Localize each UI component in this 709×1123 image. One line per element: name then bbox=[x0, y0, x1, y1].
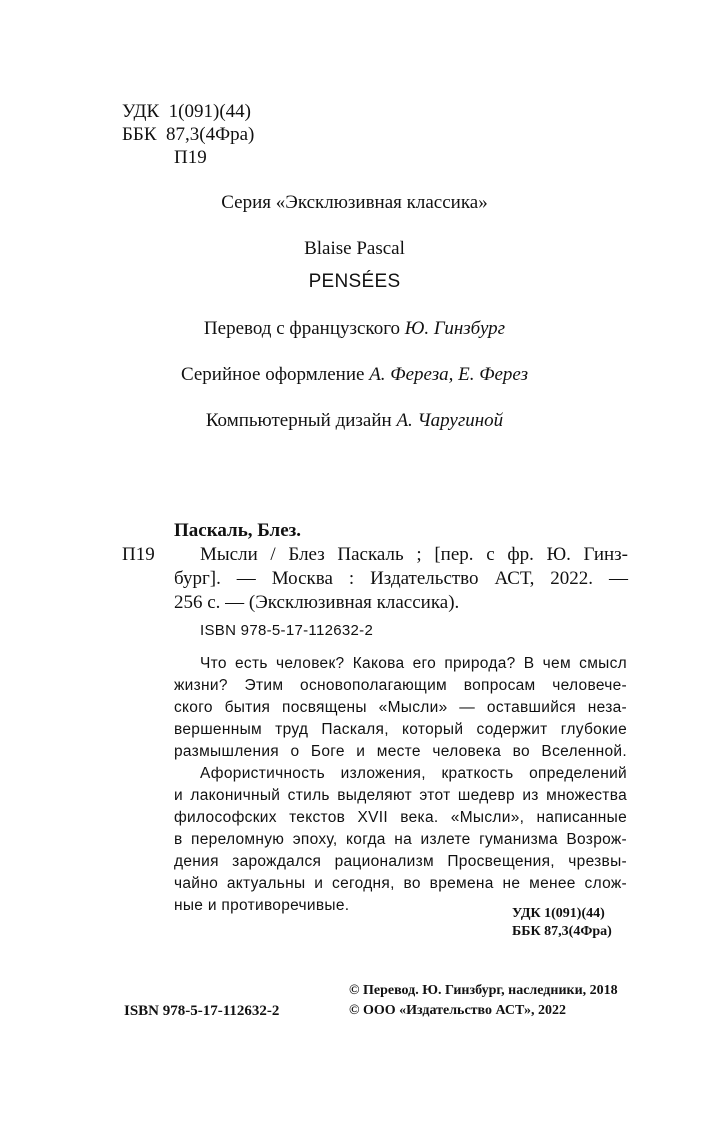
credit-series-design bbox=[0, 364, 709, 386]
record-line-1: Мысли / Блез Паскаль ; [пер. с фр. Ю. Гинз- bbox=[200, 544, 628, 565]
credit-series-design-label: Серийное оформление bbox=[180, 364, 365, 385]
credit-translation-name: Ю. Гинзбург bbox=[404, 318, 506, 339]
series-title: Серия «Эксклюзивная классика» bbox=[221, 192, 488, 213]
copyright-publisher: © ООО «Издательство АСТ», 2022 bbox=[349, 1003, 567, 1018]
udk-value: 1(091)(44) bbox=[168, 101, 251, 122]
record-isbn: ISBN 978-5-17-112632-2 bbox=[200, 622, 374, 639]
annotation-p1-line-5: размышления о Боге и месте человека во Вселенной. bbox=[174, 743, 627, 760]
bbk-line bbox=[122, 123, 254, 146]
record-line-2: бург]. — Москва : Издательство АСТ, 2022. — bbox=[174, 568, 628, 589]
footer-isbn: ISBN 978-5-17-112632-2 bbox=[124, 1003, 280, 1019]
author-mark: П19 bbox=[174, 147, 207, 168]
record-line-3: 256 с. — (Эксклюзивная классика). bbox=[174, 592, 460, 613]
record-mark: П19 bbox=[122, 544, 155, 565]
udk-line bbox=[122, 100, 251, 123]
annotation-p2-line-6: чайно актуальны и сегодня, во времена не менее слож- bbox=[174, 875, 627, 892]
original-title: PENSÉES bbox=[308, 271, 401, 292]
annotation-p2-line-2: и лаконичный стиль выделяют этот шедевр из множества bbox=[174, 787, 627, 804]
annotation-p1-line-4: вершенным труд Паскаля, который содержит глубокие bbox=[174, 721, 627, 738]
bbk-label: ББК bbox=[122, 124, 157, 145]
annotation-p2-line-3: философских текстов XVII века. «Мысли», написанные bbox=[174, 809, 627, 826]
original-author: Blaise Pascal bbox=[304, 238, 405, 259]
annotation-p2-line-4: в переломную эпоху, когда на излете гуманизма Возрож- bbox=[174, 831, 627, 848]
credit-computer-design-label: Компьютерный дизайн bbox=[205, 410, 392, 431]
credit-translation-label: Перевод с французского bbox=[203, 318, 401, 339]
credit-computer-design-name: А. Чаругиной bbox=[396, 410, 504, 431]
annotation-p2-line-7: ные и противоречивые. bbox=[174, 897, 350, 914]
footer-udk: УДК 1(091)(44) bbox=[512, 906, 605, 921]
bbk-value: 87,3(4Фра) bbox=[166, 124, 255, 145]
credit-computer-design bbox=[0, 410, 709, 432]
credit-series-design-name: А. Фереза, Е. Ферез bbox=[369, 364, 529, 385]
annotation-p1-line-3: ского бытия посвящены «Мысли» — оставшийся неза- bbox=[174, 699, 627, 716]
udk-label: УДК bbox=[122, 101, 160, 122]
footer-bbk: ББК 87,3(4Фра) bbox=[512, 924, 612, 939]
record-heading: Паскаль, Блез. bbox=[174, 520, 302, 541]
credit-translation bbox=[0, 318, 709, 340]
copyright-translation: © Перевод. Ю. Гинзбург, наследники, 2018 bbox=[349, 983, 618, 998]
annotation-p2-line-5: дения зарождался рационализм Просвещения, чрезвы- bbox=[174, 853, 627, 870]
annotation-p1-line-1: Что есть человек? Какова его природа? В чем смысл bbox=[200, 655, 627, 672]
annotation-p2-line-1: Афористичность изложения, краткость определений bbox=[200, 765, 627, 782]
annotation-p1-line-2: жизни? Этим основополагающим вопросам человече- bbox=[174, 677, 627, 694]
